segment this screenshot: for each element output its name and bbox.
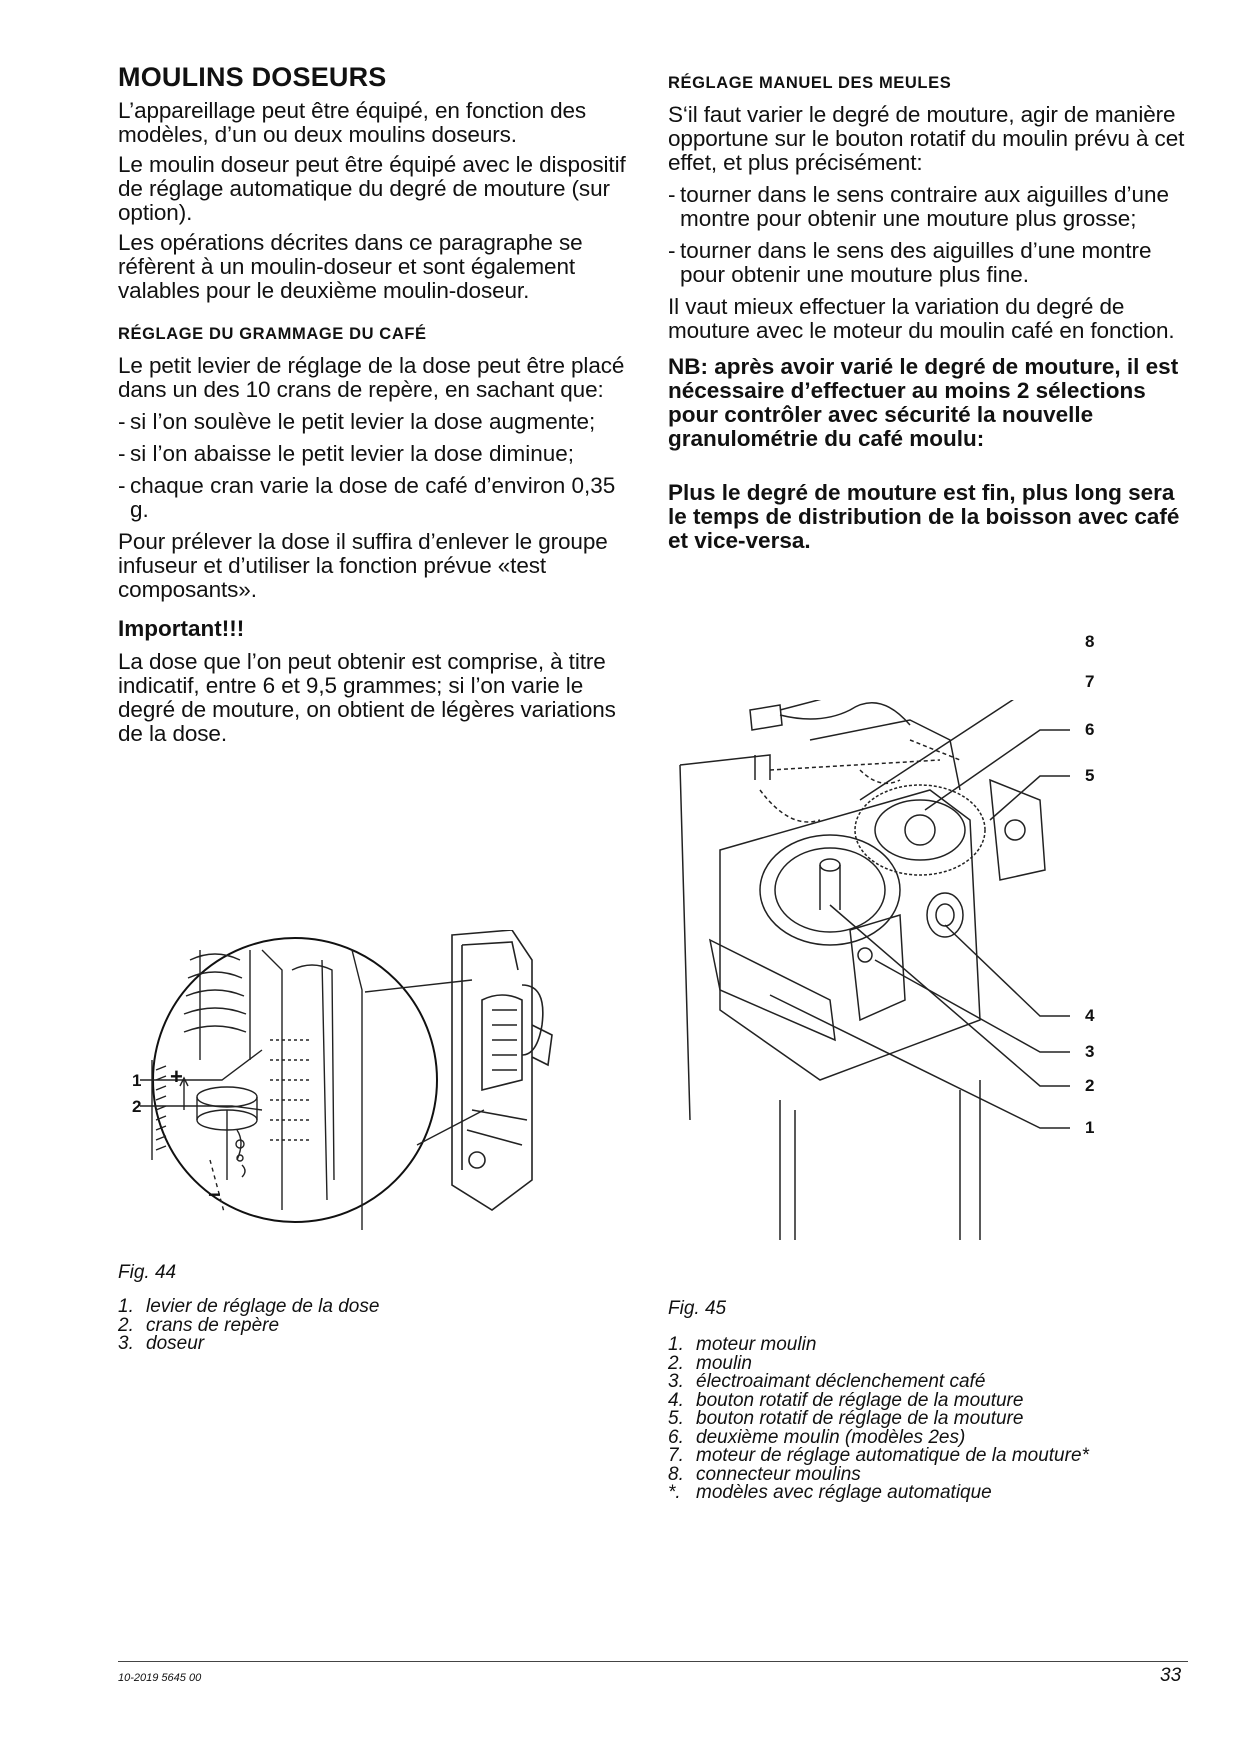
note-degree: Plus le degré de mouture est fin, plus long sera le temps de distribution de la boisson avec café et vice-versa. [668,480,1180,553]
left-column [118,62,638,752]
important-text: La dose que l’on peut obtenir est comprise, à titre indicatif, entre 6 et 9,5 grammes; si l’on varie le degré de mouture, on obtient de légères variations de la dose. [118,649,616,746]
legend-item: 8. connecteur moulins [668,1463,861,1485]
right-column [668,62,1188,553]
legend-item: 2. moulin [668,1352,752,1374]
list-item: - si l’on soulève le petit levier la dose augmente; [118,410,638,434]
legend-item: 1. moteur moulin [668,1334,817,1355]
section-title-meules: RÉGLAGE MANUEL DES MEULES [668,74,952,92]
meules-after: Il vaut mieux effectuer la variation du degré de mouture avec le moteur du moulin café en fonction. [668,294,1175,343]
grammage-intro: Le petit levier de réglage de la dose peut être placé dans un des 10 crans de repère, en sachant que: [118,353,625,402]
plus-symbol: + [170,1064,183,1089]
fig44-callout-1: 1 [132,1071,142,1090]
footer-divider [118,1661,1188,1662]
section-title-grammage: RÉGLAGE DU GRAMMAGE DU CAFÉ [118,325,427,343]
legend-item: 2. crans de repère [118,1314,280,1336]
meules-intro: S‘il faut varier le degré de mouture, agir de manière opportune sur le bouton rotatif du moulin prévu à cet effet, et plus précisément: [668,102,1185,175]
fig44-legend [118,1298,379,1354]
legend-item: 1. levier de réglage de la dose [118,1296,380,1317]
legend-item: 6. deuxième moulin (modèles 2es) [668,1426,966,1448]
note-nb: NB: après avoir varié le degré de mouture, il est nécessaire d’effectuer au moins 2 sélections pour contrôler avec sécurité la nouvelle granulométrie du café moulu: [668,354,1179,451]
page-number: 33 [1160,1665,1182,1686]
fig45-legend [668,1336,1089,1503]
meules-list [668,183,1188,287]
fig45-callout-7: 7 [1085,672,1095,691]
fig45-callout-8: 8 [1085,632,1095,651]
fig45-caption: Fig. 45 [668,1298,727,1319]
page-title: MOULINS DOSEURS [118,62,387,92]
footer-doc-code: 10-2019 5645 00 [118,1672,202,1684]
fig45-callout-2: 2 [1085,1076,1095,1095]
legend-item: 3. doseur [118,1333,205,1354]
fig45-callout-1: 1 [1085,1118,1095,1137]
legend-item: 4. bouton rotatif de réglage de la mouture [668,1389,1024,1411]
fig45-illustration [660,700,1100,1260]
grammage-after: Pour prélever la dose il suffira d’enlever le groupe infuseur et d’utiliser la fonction prévue «test composants». [118,529,608,602]
legend-item: 5. bouton rotatif de réglage de la mouture [668,1408,1024,1429]
fig44-illustration [112,930,632,1250]
legend-item: 7. moteur de réglage automatique de la mouture* [668,1445,1089,1466]
legend-item: 3. électroaimant déclenchement café [668,1371,986,1392]
minus-symbol: − [208,1182,221,1207]
list-item: - chaque cran varie la dose de café d’environ 0,35 g. [118,474,638,522]
fig45-callout-6: 6 [1085,720,1095,739]
list-item: - si l’on abaisse le petit levier la dose diminue; [118,442,638,466]
intro-paragraph-3: Les opérations décrites dans ce paragraphe se réfèrent à un moulin-doseur et sont également valables pour le deuxième moulin-doseur. [118,230,583,303]
list-item: - tourner dans le sens contraire aux aiguilles d’une montre pour obtenir une mouture plus grosse; [668,183,1188,231]
fig45-callout-3: 3 [1085,1042,1095,1061]
list-item: - tourner dans le sens des aiguilles d’une montre pour obtenir une mouture plus fine. [668,239,1188,287]
fig44-caption: Fig. 44 [118,1262,177,1283]
intro-paragraph-1: L’appareillage peut être équipé, en fonction des modèles, d’un ou deux moulins doseurs. [118,98,587,147]
grammage-list [118,410,638,522]
fig45-callout-5: 5 [1085,766,1095,785]
fig44-callout-2: 2 [132,1097,142,1116]
fig45-callout-4: 4 [1085,1006,1095,1025]
intro-paragraph-2: Le moulin doseur peut être équipé avec le dispositif de réglage automatique du degré de mouture (sur option). [118,152,626,225]
legend-item: *. modèles avec réglage automatique [668,1482,992,1503]
important-heading: Important!!! [118,616,245,641]
